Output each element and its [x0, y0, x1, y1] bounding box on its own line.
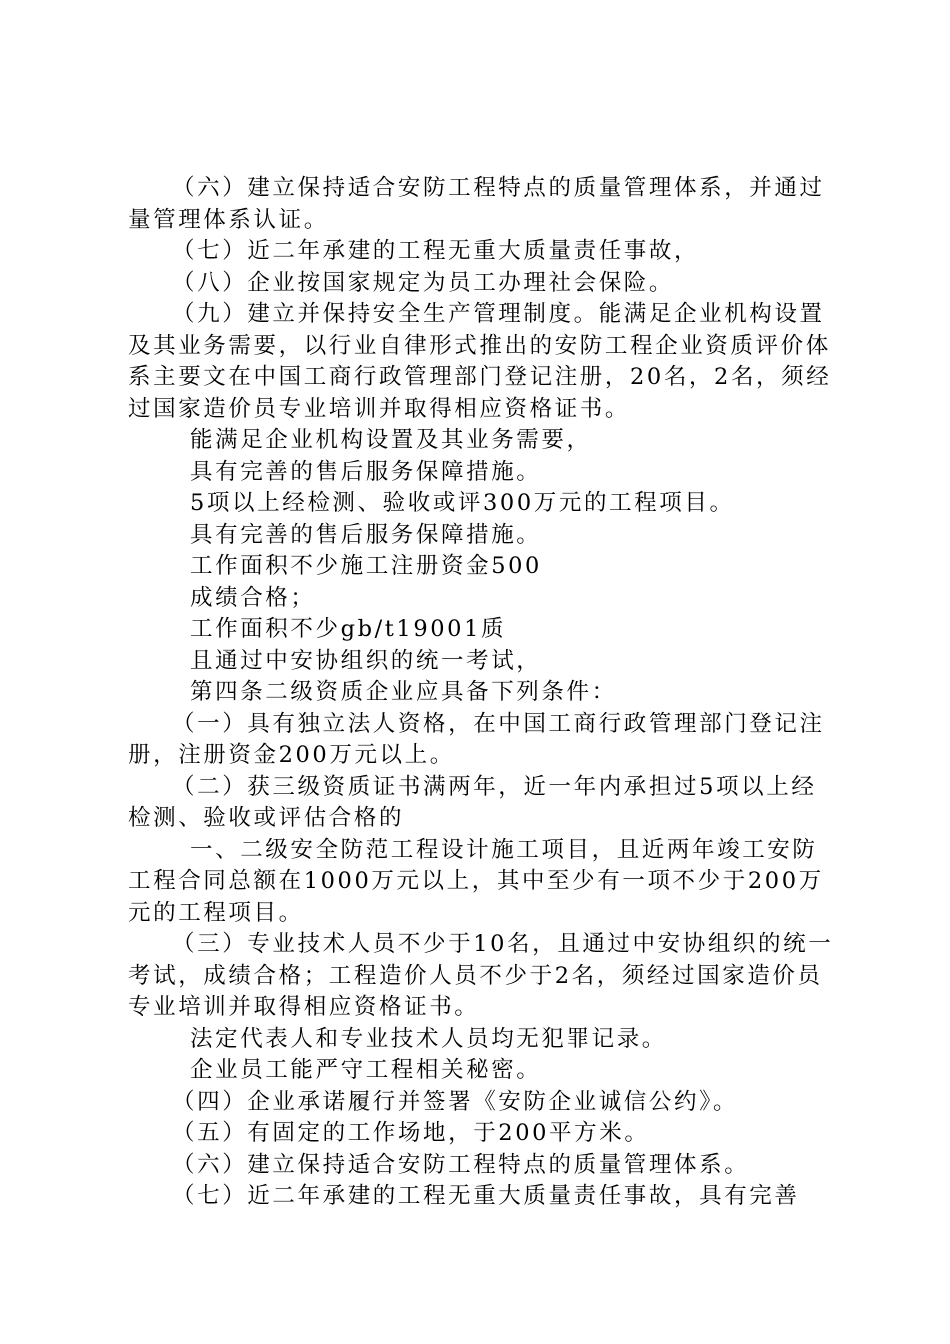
condition-5: （五）有固定的工作场地，于200平方米。	[172, 1120, 650, 1146]
text-line: 工作面积不少施工注册资金500	[190, 553, 542, 579]
condition-3: （三）专业技术人员不少于10名，且通过中安协组织的统一考试，成绩合格；工程造价人员不少于2名，须经过国家造价员专业培训并取得相应资格证书。	[128, 931, 834, 1020]
text-line: 法定代表人和专业技术人员均无犯罪记录。	[190, 1025, 667, 1052]
text-line: 具有完善的售后服务保障措施。	[190, 458, 542, 485]
text-line: 成绩合格；	[190, 584, 316, 611]
text-line: 能满足企业机构设置及其业务需要，	[190, 427, 592, 453]
text-line: 企业员工能严守工程相关秘密。	[190, 1057, 542, 1083]
paragraph-8: （八）企业按国家规定为员工办理社会保险。	[172, 269, 675, 296]
text-line: 具有完善的售后服务保障措施。	[190, 521, 542, 548]
condition-2-continued: 一、二级安全防范工程设计施工项目，且近两年竣工安防工程合同总额在1000万元以上，其中至少有一项不少于200万元的工程项目。	[128, 836, 824, 926]
text-line: 5项以上经检测、验收或评300万元的工程项目。	[190, 490, 735, 516]
paragraph-9: （九）建立并保持安全生产管理制度。能满足企业机构设置及其业务需要，以行业自律形式推出的安防工程企业资质评价体系主要文在中国工商行政管理部门登记注册，20名，2名，须经过国家造价员专业培训并取得相应资格证书。	[128, 301, 832, 422]
text-line: 且通过中安协组织的统一考试，	[190, 647, 542, 674]
condition-4: （四）企业承诺履行并签署《安防企业诚信公约》。	[172, 1088, 739, 1115]
condition-1: （一）具有独立法人资格，在中国工商行政管理部门登记注册，注册资金200万元以上。	[128, 710, 825, 768]
condition-2: （二）获三级资质证书满两年，近一年内承担过5项以上经检测、验收或评估合格的	[128, 773, 817, 831]
condition-6: （六）建立保持适合安防工程特点的质量管理体系。	[172, 1151, 750, 1178]
condition-7: （七）近二年承建的工程无重大质量责任事故，具有完善	[172, 1183, 800, 1209]
article-heading: 第四条二级资质企业应具备下列条件：	[190, 679, 617, 705]
document-body	[128, 173, 834, 1213]
text-line: 工作面积不少gb/t19001质	[190, 616, 507, 642]
paragraph-7: （七）近二年承建的工程无重大质量责任事故，	[172, 238, 700, 264]
paragraph-6: （六）建立保持适合安防工程特点的质量管理体系，并通过量管理体系认证。	[128, 175, 825, 233]
